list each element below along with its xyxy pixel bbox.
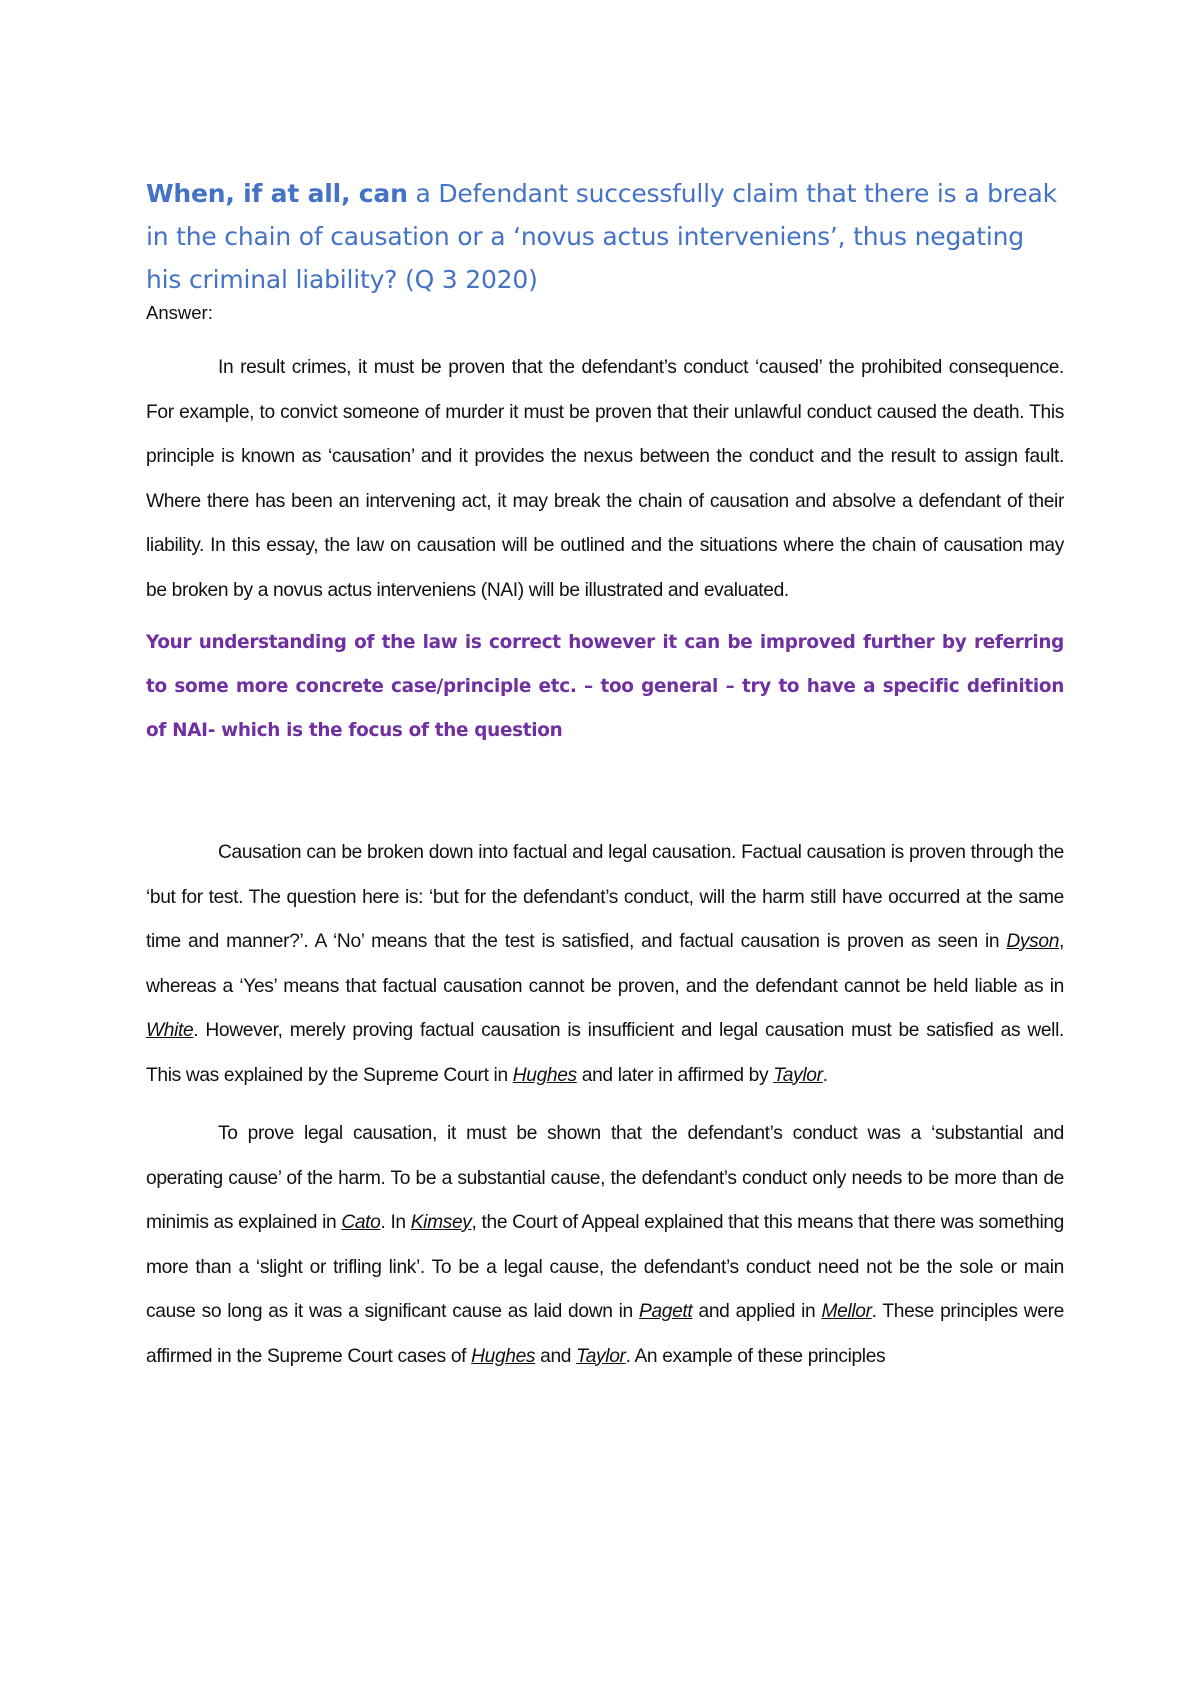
- paragraph-legal-causation: [146, 1112, 1064, 1379]
- case-reference-cato: Cato: [341, 1212, 381, 1233]
- paragraph-text: and applied in: [692, 1301, 822, 1322]
- spacer: [146, 753, 1064, 831]
- paragraph-text: . These principles were affirmed in the Supreme Court cases of: [146, 1301, 1064, 1367]
- paragraph-text: , the Court of Appeal explained that this means that there was something more than a ‘slight or trifling link’. To be a legal cause, the defendant’s conduct need not be the sole or main cause so long as it was a significant cause as laid down in: [146, 1212, 1064, 1322]
- paragraph-introduction: In result crimes, it must be proven that the defendant’s conduct ‘caused’ the prohibited consequence. For example, to convict someone of murder it must be proven that their unlawful conduct caused the death. This principle is known as ‘causation’ and it provides the nexus between the conduct and the result to assign fault. Where there has been an intervening act, it may break the chain of causation and absolve a defendant of their liability. In this essay, the law on causation will be outlined and the situations where the chain of causation may be broken by a novus actus interveniens (NAI) will be illustrated and evaluated.: [146, 357, 1064, 601]
- answer-label: Answer:: [146, 302, 213, 323]
- case-reference-mellor: Mellor: [821, 1301, 872, 1322]
- case-reference-taylor: Taylor: [576, 1345, 626, 1367]
- case-reference-hughes: Hughes: [471, 1345, 536, 1367]
- case-reference-pagett: Pagett: [639, 1301, 693, 1322]
- question-lead: When, if at all, can: [146, 179, 408, 208]
- case-reference-taylor: Taylor: [773, 1064, 823, 1086]
- paragraph-text: , whereas a ‘Yes’ means that factual causation cannot be proven, and the defendant cannot be held liable as in: [146, 931, 1064, 997]
- paragraph-text: . An example of these principles: [625, 1345, 886, 1367]
- spacer: [146, 1098, 1064, 1112]
- teacher-feedback: Your understanding of the law is correct however it can be improved further by referring to some more concrete case/principle etc. – too general – try to have a specific definition of NAI- which is the focus of the question: [146, 632, 1064, 741]
- case-reference-white: White: [146, 1020, 194, 1041]
- question-text: a Defendant successfully claim that there is a break in the chain of causation or a ‘novus actus interveniens’, thus negating his criminal liability? (Q 3 2020): [146, 179, 1057, 294]
- paragraph-text: and later in affirmed by: [576, 1064, 774, 1086]
- document-content: [146, 172, 1064, 1379]
- paragraph-text: Causation can be broken down into factual and legal causation. Factual causation is proven through the ‘but for test. The question here is: ‘but for the defendant’s conduct, will the harm still have occurred at the same time and manner?’. A ‘No’ means that the test is satisfied, and factual causation is proven as seen in: [146, 842, 1064, 952]
- essay-question: [146, 172, 1064, 301]
- case-reference-kimsey: Kimsey: [410, 1212, 472, 1233]
- case-reference-hughes: Hughes: [512, 1064, 577, 1086]
- paragraph-text: . However, merely proving factual causation is insufficient and legal causation must be satisfied as well. This was explained by the Supreme Court in: [146, 1020, 1064, 1086]
- case-reference-dyson: Dyson: [1006, 931, 1060, 952]
- paragraph-factual-causation: [146, 831, 1064, 1098]
- paragraph-text: To prove legal causation, it must be shown that the defendant’s conduct was a ‘substantial and operating cause’ of the harm. To be a substantial cause, the defendant’s conduct only needs to be more than de minimis as explained in: [146, 1123, 1064, 1233]
- paragraph-text: and: [535, 1345, 577, 1367]
- paragraph-text: .: [822, 1064, 828, 1086]
- paragraph-text: . In: [380, 1212, 411, 1233]
